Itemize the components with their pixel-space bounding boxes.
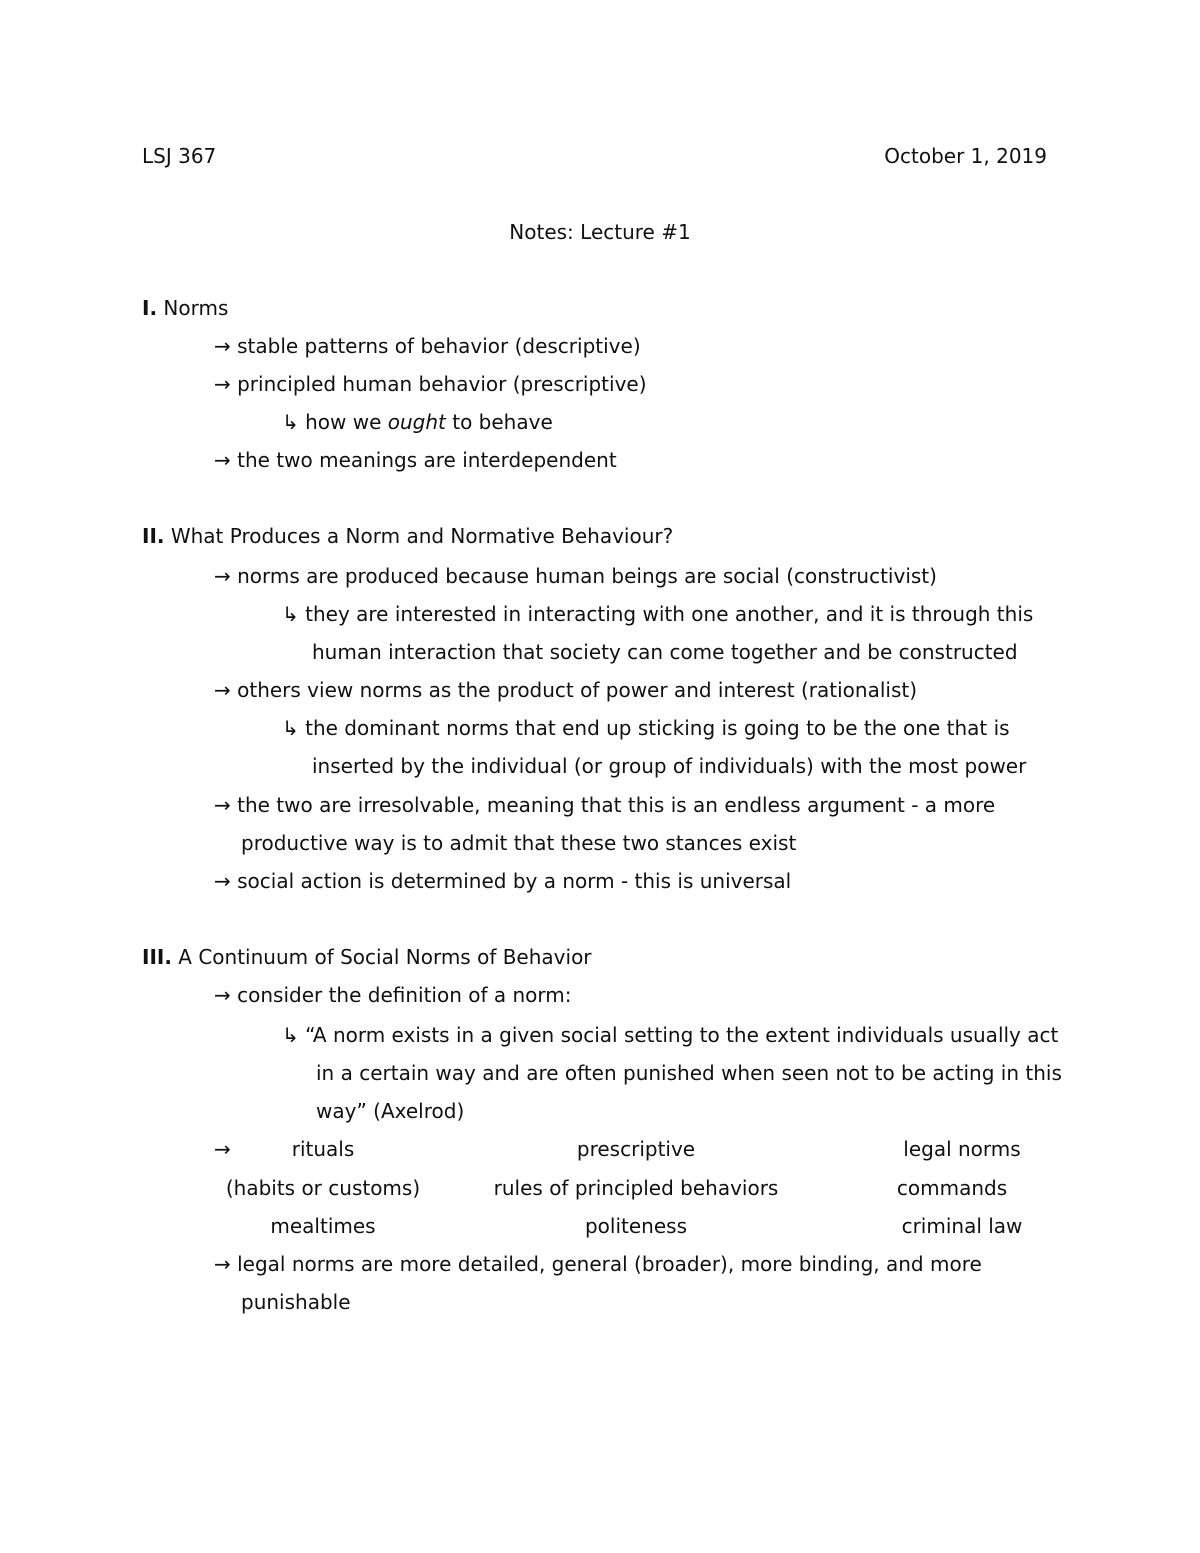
bullet: → norms are produced because human beings are social (constructivist) (214, 564, 937, 588)
bullet: → consider the definition of a norm: (214, 983, 572, 1007)
lecture-date: October 1, 2019 (884, 144, 1047, 168)
bullet: → stable patterns of behavior (descriptive) (214, 334, 641, 358)
bullet: → the two are irresolvable, meaning that this is an endless argument - a more (214, 793, 996, 817)
continuum-cell: rules of principled behaviors (493, 1176, 779, 1200)
bullet-continuation: productive way is to admit that these two stances exist (241, 831, 797, 855)
sub-bullet (282, 410, 553, 434)
section-3-title: A Continuum of Social Norms of Behavior (171, 945, 592, 969)
bullet: → principled human behavior (prescriptive) (214, 372, 647, 396)
section-2-numeral: II. (142, 524, 165, 548)
sub-bullet-continuation: inserted by the individual (or group of individuals) with the most power (312, 754, 1027, 778)
continuum-cell: legal norms (903, 1137, 1021, 1161)
continuum-cell: criminal law (901, 1214, 1023, 1238)
bullet: → social action is determined by a norm - this is universal (214, 869, 792, 893)
continuum-arrow: → (214, 1137, 231, 1161)
continuum-cell: politeness (584, 1214, 687, 1238)
sub-bullet-text-end: to behave (445, 410, 553, 434)
section-1-numeral: I. (142, 296, 158, 320)
sub-bullet: ↳ “A norm exists in a given social setting to the extent individuals usually act (282, 1023, 1059, 1047)
section-3-numeral: III. (142, 945, 172, 969)
bullet: → legal norms are more detailed, general (broader), more binding, and more (214, 1252, 982, 1276)
continuum-cell: rituals (291, 1137, 355, 1161)
sub-bullet: ↳ they are interested in interacting with one another, and it is through this (282, 602, 1034, 626)
continuum-cell: (habits or customs) (225, 1176, 421, 1200)
section-1-heading (142, 296, 228, 320)
quote-continuation: way” (Axelrod) (316, 1099, 465, 1123)
bullet: → others view norms as the product of power and interest (rationalist) (214, 678, 918, 702)
section-3-heading (142, 945, 592, 969)
section-2-heading (142, 524, 673, 548)
continuum-cell: mealtimes (270, 1214, 376, 1238)
bullet: → the two meanings are interdependent (214, 448, 617, 472)
bullet-continuation: punishable (241, 1290, 351, 1314)
continuum-cell: prescriptive (576, 1137, 696, 1161)
section-2-title: What Produces a Norm and Normative Behaviour? (164, 524, 674, 548)
quote-continuation: in a certain way and are often punished when seen not to be acting in this (316, 1061, 1062, 1085)
sub-bullet-continuation: human interaction that society can come together and be constructed (312, 640, 1018, 664)
section-1-title: Norms (157, 296, 229, 320)
continuum-cell: commands (896, 1176, 1008, 1200)
sub-bullet-text: ↳ how we (282, 410, 388, 434)
course-code: LSJ 367 (142, 144, 217, 168)
emphasis-ought: ought (387, 410, 446, 434)
sub-bullet: ↳ the dominant norms that end up sticking is going to be the one that is (282, 716, 1010, 740)
page-title: Notes: Lecture #1 (509, 220, 691, 244)
